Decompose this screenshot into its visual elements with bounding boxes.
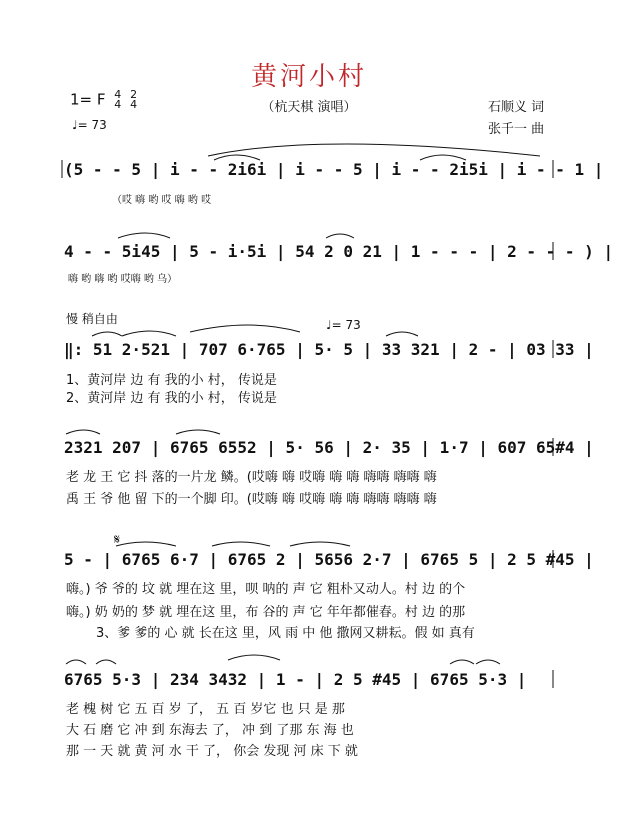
- verse-lyric-1-1: 1、黄河岸 边 有 我的小 村， 传说是: [66, 373, 277, 388]
- verse-slur-14: [476, 660, 500, 664]
- time-signature-4-4: 4 4: [114, 88, 122, 111]
- intro-slur-2: [214, 155, 260, 160]
- verse-tempo-marking: ♩= 73: [326, 318, 361, 332]
- segno-icon: 𝄋: [114, 532, 121, 548]
- song-title: 黄河小村: [250, 62, 367, 92]
- verse-slur-6: [176, 430, 220, 434]
- verse-slur-12: [228, 655, 280, 660]
- intro-slur-4: [118, 233, 170, 238]
- verse-lyric-4-1: 老 槐 树 它 五 百 岁 了， 五 百 岁它 也 只 是 那: [66, 702, 345, 717]
- verse-lyric-4-3: 那 一 天 就 黄 河 水 干 了， 你会 发现 河 床 下 就: [66, 744, 358, 759]
- intro-music-line-2: 4 - - 5i45 | 5 - i·5i | 54 2 0 21 | 1 - - - | 2 - - - ) |: [64, 242, 614, 261]
- verse-slur-13: [450, 660, 474, 664]
- quarter-note-icon: ♩: [326, 318, 332, 332]
- verse-lyric-3-1: 嗨。) 爷 爷的 坟 就 埋在这 里，呗 呐的 声 它 粗朴又动人。村 边 的个: [66, 582, 466, 597]
- intro-music-line-1: (5 - - 5 | i - - 2i6i | i - - 5 | i - - 2i5i | i - - 1 |: [64, 160, 604, 179]
- verse-slur-11: [96, 660, 116, 664]
- verse-slur-5: [66, 430, 100, 434]
- verse-slur-9: [290, 542, 350, 546]
- verse-slur-8: [212, 542, 270, 546]
- verse-slur-10: [66, 660, 86, 664]
- verse-slur-2: [122, 331, 176, 336]
- verse-lyric-3-2: 嗨。) 奶 奶的 梦 就 埋在这 里，布 谷的 声 它 年年都催春。村 边 的那: [66, 605, 466, 620]
- lyricist-credit: 石顺义 词: [488, 100, 545, 115]
- composer-credit: 张千一 曲: [488, 122, 545, 137]
- verse-lyric-2-2: 禹 王 爷 他 留 下的一个脚 印。(哎嗨 嗨 哎嗨 嗨 嗨 嗨嗨 嗨嗨 嗨: [66, 492, 437, 507]
- verse-music-system-3: 5 - | 6765 6·7 | 6765 2 | 5656 2·7 | 6765 5 | 2 5 #45 |: [64, 550, 594, 569]
- intro-slur-3: [420, 155, 466, 160]
- key-label: 1= F: [70, 90, 106, 109]
- tempo-marking: ♩= 73: [72, 118, 107, 132]
- performer-credit: （杭天棋 演唱）: [261, 100, 357, 115]
- quarter-note-icon: ♩: [72, 118, 78, 132]
- verse-slur-4: [386, 332, 418, 336]
- verse-slur-3: [190, 325, 300, 332]
- verse-lyric-2-1: 老 龙 王 它 抖 落的一片龙 鳞。(哎嗨 嗨 哎嗨 嗨 嗨 嗨嗨 嗨嗨 嗨: [66, 470, 437, 485]
- verse-slur-7: [116, 542, 176, 546]
- verse-music-system-4: 6765 5·3 | 234 3432 | 1 - | 2 5 #45 | 6765 5·3 |: [64, 670, 527, 689]
- verse-lyric-1-2: 2、黄河岸 边 有 我的小 村， 传说是: [66, 391, 277, 406]
- intro-slur-1: [208, 144, 540, 156]
- intro-slur-5: [326, 234, 354, 238]
- verse-slur-1: [92, 332, 122, 336]
- expression-direction: 慢 稍自由: [66, 312, 118, 326]
- intro-lyric-line-2: 嗨 哟 嗨 哟 哎嗨 哟 乌）: [68, 274, 178, 285]
- verse-lyric-4-2: 大 石 磨 它 冲 到 东海去 了， 冲 到 了那 东 海 也: [66, 723, 354, 738]
- intro-lyric-line-1: （哎 嗨 哟 哎 嗨 哟 哎: [112, 195, 212, 206]
- verse-music-system-2: 2321 207 | 6765 6552 | 5· 56 | 2· 35 | 1·7 | 607 65#4 |: [64, 438, 594, 457]
- verse-music-system-1: ‖: 51 2·521 | 707 6·765 | 5· 5 | 33 321 | 2 - | 03 33 |: [64, 340, 594, 359]
- time-signature-2-4: 2 4: [130, 88, 138, 111]
- verse-lyric-3-3: 3、爹 爹的 心 就 长在这 里，风 雨 中 他 撒网又耕耘。假 如 真有: [96, 626, 475, 641]
